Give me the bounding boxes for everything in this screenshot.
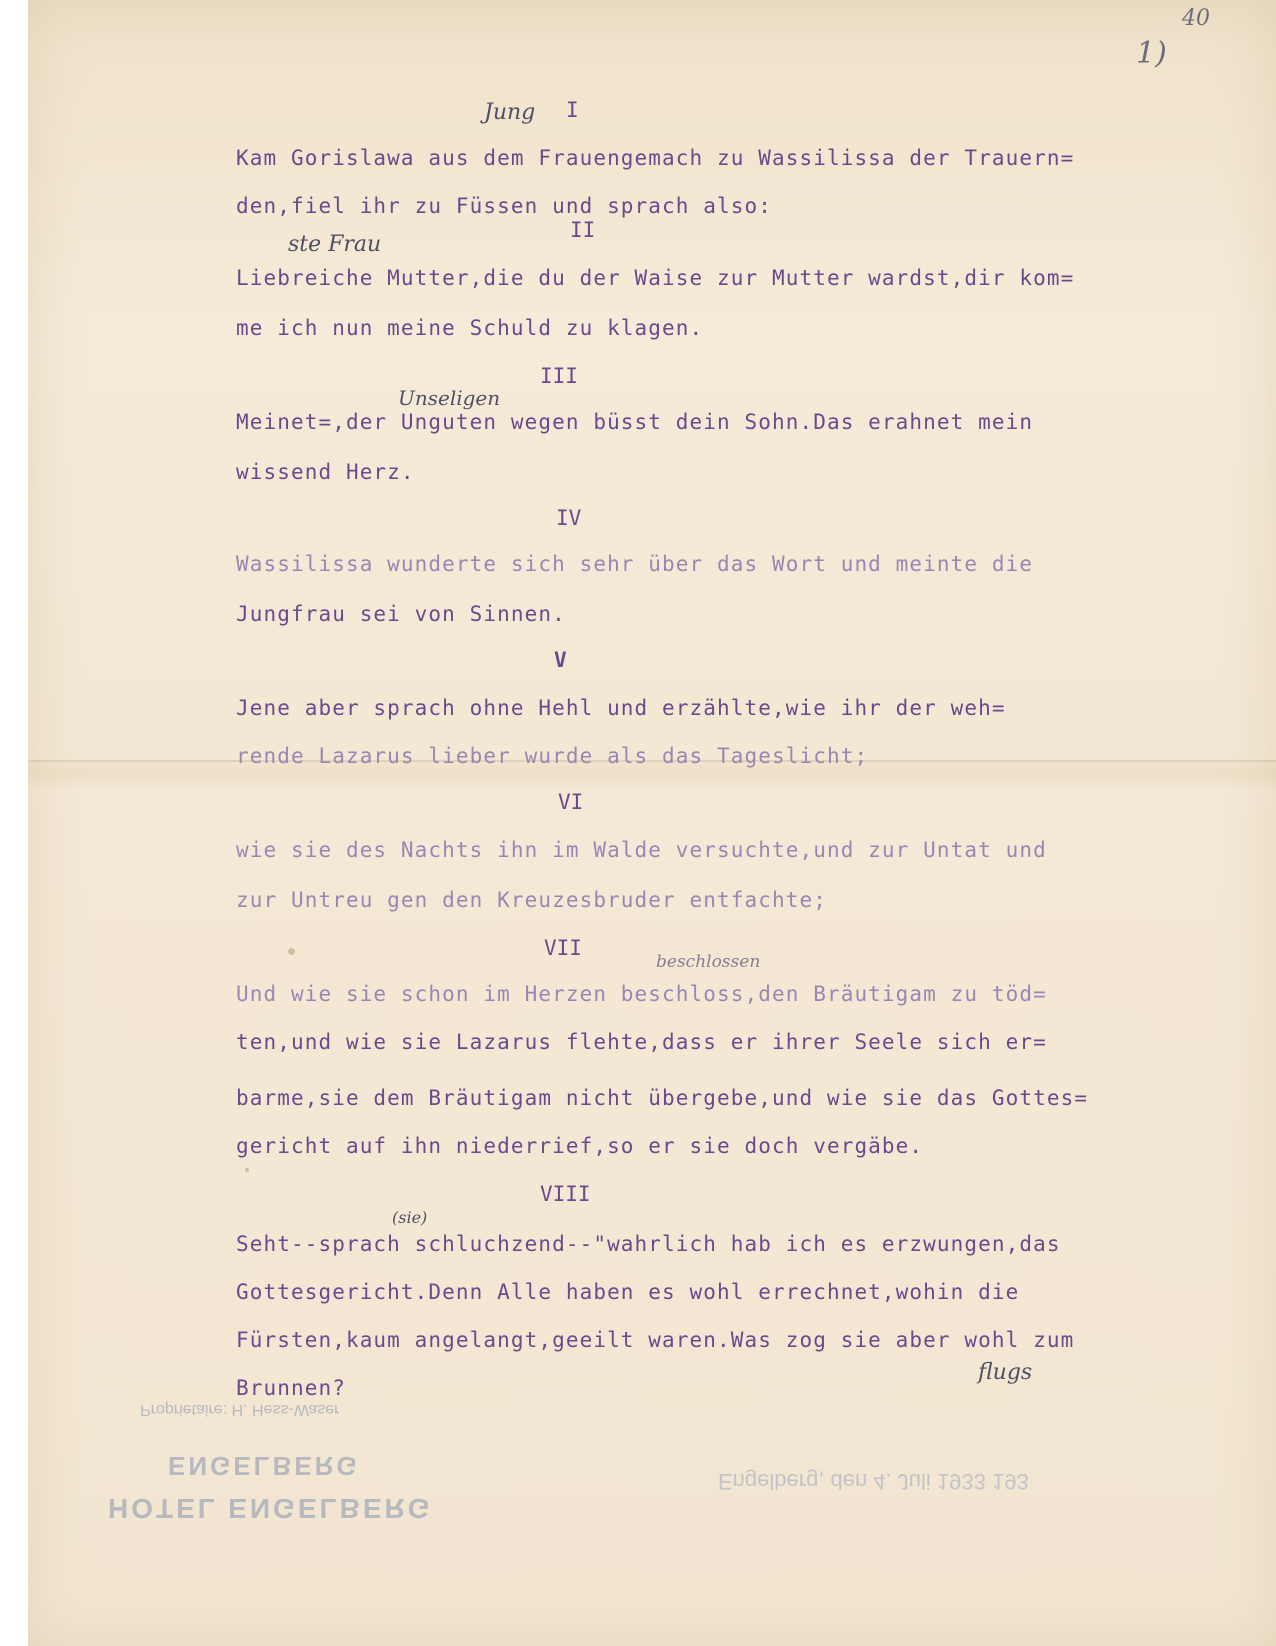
annotation-unseligen: Unseligen xyxy=(398,386,501,410)
text-line: Jungfrau sei von Sinnen. xyxy=(236,602,566,626)
stamp-hotel-line2: HOTEL ENGELBERG xyxy=(108,1493,433,1524)
text-line: zur Untreu gen den Kreuzesbruder entfachte; xyxy=(236,888,827,912)
ink-spot xyxy=(245,1168,249,1172)
text-line: Und wie sie schon im Herzen beschloss,den Bräutigam zu töd= xyxy=(236,982,1047,1006)
circled-page-number: 1) xyxy=(1136,36,1167,71)
annotation-jung: Jung xyxy=(484,100,536,125)
text-line: Jene aber sprach ohne Hehl und erzählte,wie ihr der weh= xyxy=(236,696,1006,720)
section-numeral: VII xyxy=(544,936,582,960)
text-line: Liebreiche Mutter,die du der Waise zur Mutter wardst,dir kom= xyxy=(236,266,1075,290)
text-line: wie sie des Nachts ihn im Walde versuchte,und zur Untat und xyxy=(236,838,1047,862)
corner-page-number: 40 xyxy=(1182,6,1210,31)
section-numeral: V xyxy=(554,648,567,672)
annotation-sie: (sie) xyxy=(392,1208,428,1227)
annotation-ste-frau: ste Frau xyxy=(288,232,382,257)
text-line: me ich nun meine Schuld zu klagen. xyxy=(236,316,704,340)
annotation-beschlossen: beschlossen xyxy=(656,952,761,972)
text-line: rende Lazarus lieber wurde als das Tageslicht; xyxy=(236,744,869,768)
text-line: Gottesgericht.Denn Alle haben es wohl errechnet,wohin die xyxy=(236,1280,1020,1304)
text-line: Kam Gorislawa aus dem Frauengemach zu Wassilissa der Trauern= xyxy=(236,146,1075,170)
section-numeral: I xyxy=(566,98,579,122)
text-line: Fürsten,kaum angelangt,geeilt waren.Was zog sie aber wohl zum xyxy=(236,1328,1075,1352)
stamp-hotel-line1: ENGELBERG xyxy=(168,1451,360,1481)
text-line: Seht--sprach schluchzend--"wahrlich hab ich es erzwungen,das xyxy=(236,1232,1061,1256)
text-line: wissend Herz. xyxy=(236,460,415,484)
section-numeral: II xyxy=(570,218,596,242)
section-numeral: VIII xyxy=(540,1182,591,1206)
annotation-flugs: flugs xyxy=(978,1360,1033,1385)
section-numeral: III xyxy=(540,364,578,388)
stamp-date-line: Engelberg, den 4. Juli 1933 193 xyxy=(718,1469,1029,1494)
text-line: den,fiel ihr zu Füssen und sprach also: xyxy=(236,194,772,218)
text-line: barme,sie dem Bräutigam nicht übergebe,und wie sie das Gottes= xyxy=(236,1086,1089,1110)
text-line: ten,und wie sie Lazarus flehte,dass er ihrer Seele sich er= xyxy=(236,1030,1047,1054)
ink-spot xyxy=(288,948,295,955)
text-line: Meinet=,der Unguten wegen büsst dein Sohn.Das erahnet mein xyxy=(236,410,1034,434)
text-line: gericht auf ihn niederrief,so er sie doch vergäbe. xyxy=(236,1134,924,1158)
section-numeral: VI xyxy=(558,790,584,814)
stamp-proprietor: Proprietaire: H. Hess-Waser xyxy=(140,1401,340,1418)
text-line: Brunnen? xyxy=(236,1376,346,1400)
section-numeral: IV xyxy=(556,506,582,530)
text-line: Wassilissa wunderte sich sehr über das Wort und meinte die xyxy=(236,552,1034,576)
